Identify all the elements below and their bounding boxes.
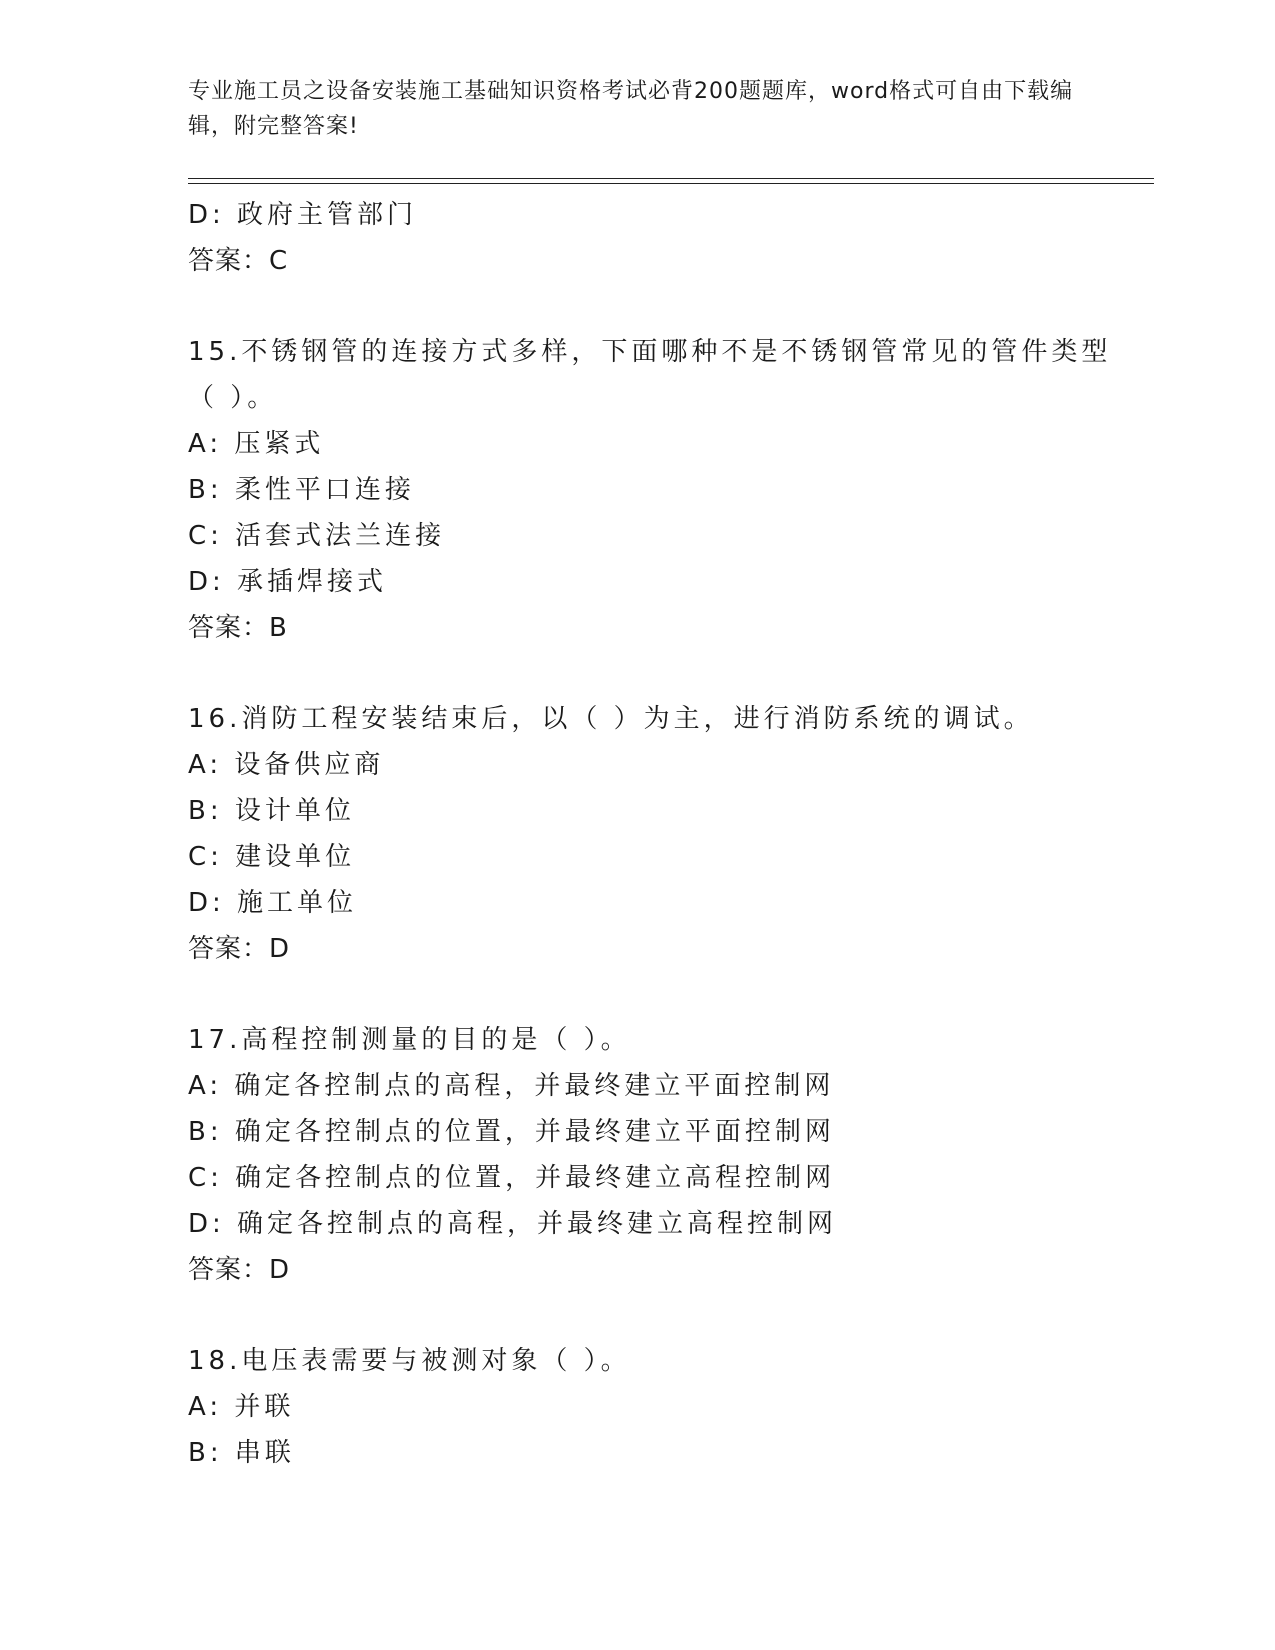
question-18 xyxy=(188,1338,1088,1476)
option-d: D: 承插焊接式 xyxy=(188,567,388,597)
option-a: A: 设备供应商 xyxy=(188,750,385,780)
question-text: 16.消防工程安装结束后，以（ ）为主，进行消防系统的调试。 xyxy=(188,704,1034,734)
question-15 xyxy=(188,329,1112,651)
option-b: B: 串联 xyxy=(188,1438,295,1468)
question-text: 15.不锈钢管的连接方式多样，下面哪种不是不锈钢管常见的管件类型 xyxy=(188,337,1112,367)
option-a: A: 压紧式 xyxy=(188,429,325,459)
option-b: B: 确定各控制点的位置，并最终建立平面控制网 xyxy=(188,1117,835,1147)
question-16 xyxy=(188,696,1088,972)
header-divider-top xyxy=(188,178,1154,179)
question-text-continued: （ ）。 xyxy=(188,383,278,413)
option-b: B: 柔性平口连接 xyxy=(188,475,415,505)
question-text: 18.电压表需要与被测对象（ ）。 xyxy=(188,1346,631,1376)
question-text: 17.高程控制测量的目的是（ ）。 xyxy=(188,1025,631,1055)
option-c: C: 活套式法兰连接 xyxy=(188,521,446,551)
header-divider-bottom xyxy=(188,183,1154,184)
option-a: A: 确定各控制点的高程，并最终建立平面控制网 xyxy=(188,1071,835,1101)
question-17 xyxy=(188,1017,1088,1293)
question-list xyxy=(188,192,1112,1476)
option-d: D: 施工单位 xyxy=(188,888,358,918)
option-c: C: 建设单位 xyxy=(188,842,356,872)
option-c: C: 确定各控制点的位置，并最终建立高程控制网 xyxy=(188,1163,836,1193)
answer: 答案：B xyxy=(188,613,288,643)
answer: 答案：D xyxy=(188,934,291,964)
answer: 答案：C xyxy=(188,246,289,276)
answer: 答案：D xyxy=(188,1255,291,1285)
option-b: B: 设计单位 xyxy=(188,796,355,826)
option-a: A: 并联 xyxy=(188,1392,295,1422)
document-header: 专业施工员之设备安装施工基础知识资格考试必背200题题库，word格式可自由下载编辑，附完整答案! xyxy=(188,79,1074,139)
option-d: D: 确定各控制点的高程，并最终建立高程控制网 xyxy=(188,1209,838,1239)
option-d: D: 政府主管部门 xyxy=(188,200,418,230)
